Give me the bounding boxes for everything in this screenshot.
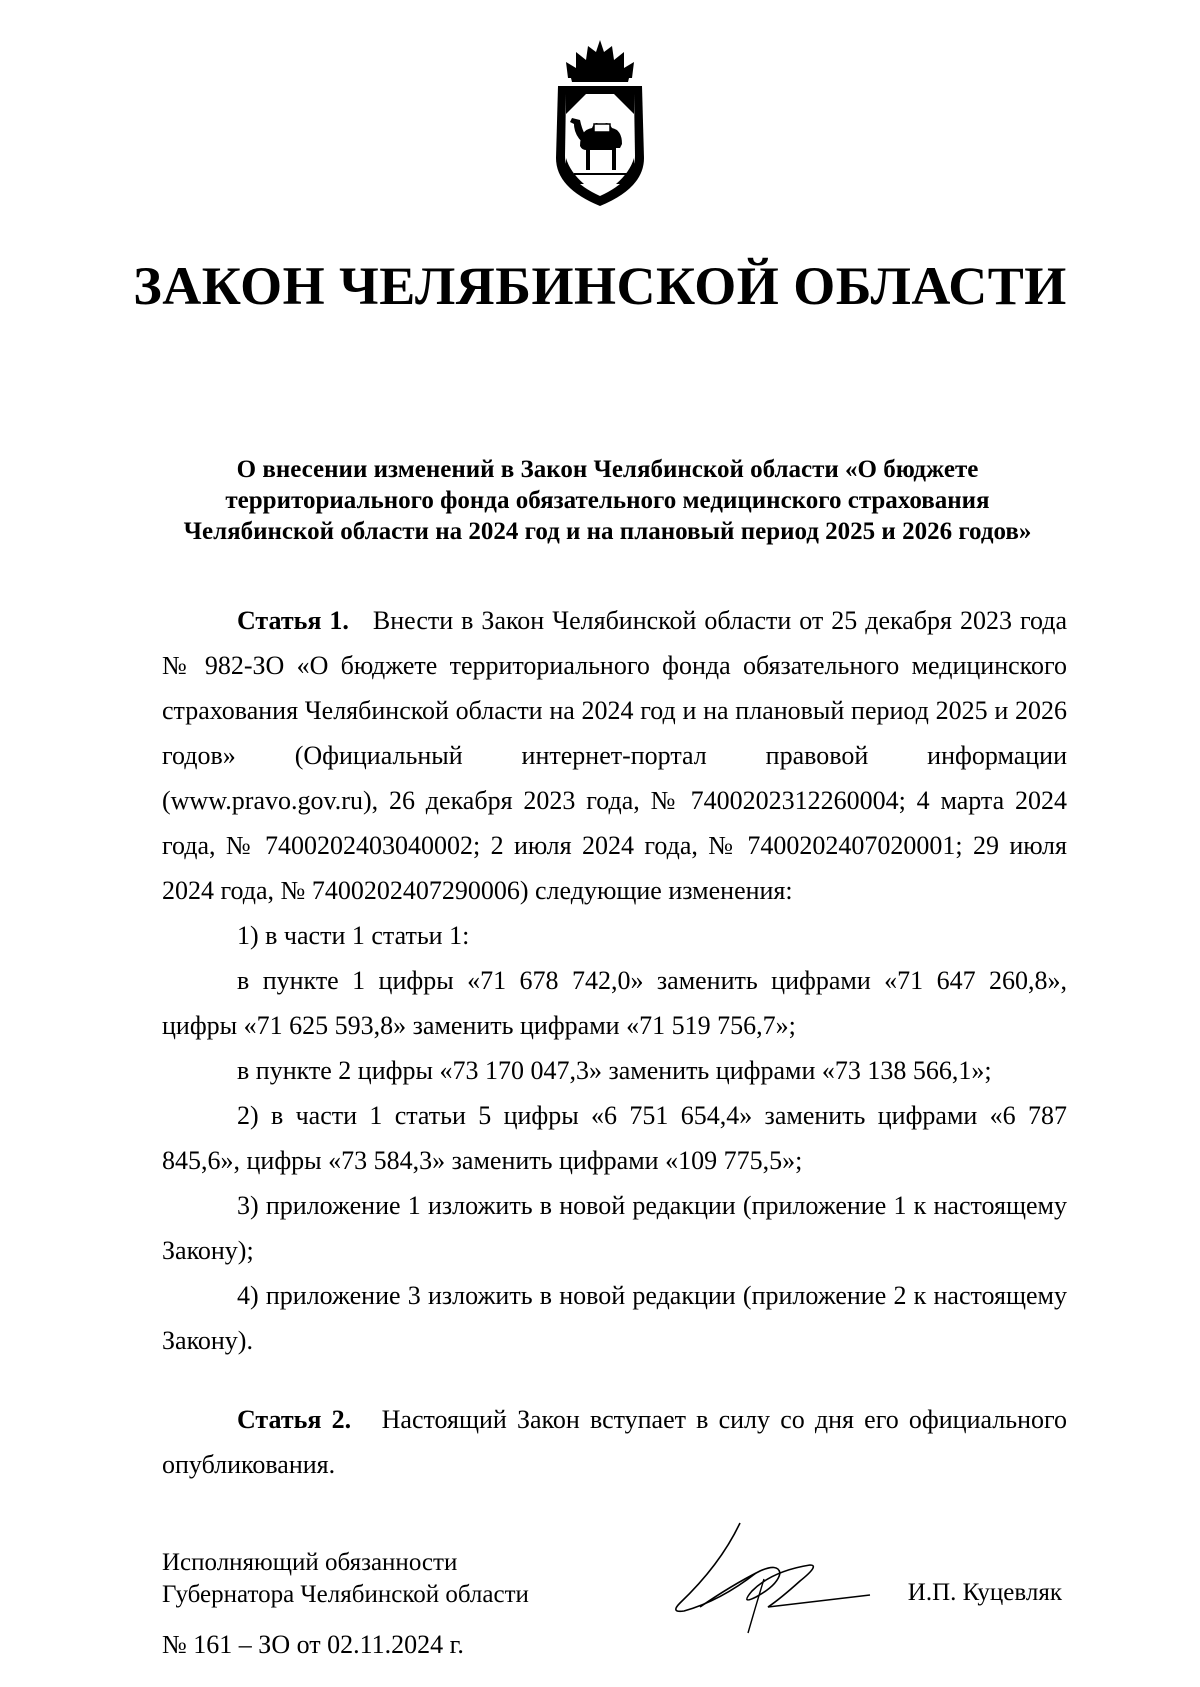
coat-of-arms-icon	[540, 38, 660, 210]
article-2-label: Статья 2.	[237, 1405, 352, 1434]
subject-line: Челябинской области на 2024 год и на плановый период 2025 и 2026 годов»	[183, 518, 1032, 545]
article-1-item: в пункте 2 цифры «73 170 047,3» заменить цифрами «73 138 566,1»;	[237, 1056, 992, 1085]
article-1-item: 3) приложение 1 изложить в новой редакции (приложение 1 к настоящему Закону);	[162, 1191, 1067, 1265]
article-2-text: Настоящий Закон вступает в силу со дня его официального опубликования.	[162, 1405, 1068, 1479]
article-1-item: 1) в части 1 статьи 1:	[237, 921, 470, 950]
subject-line: О внесении изменений в Закон Челябинской области «О бюджете	[236, 456, 979, 483]
law-number-date: № 161 – ЗО от 02.11.2024 г.	[162, 1630, 464, 1659]
article-1-item: 4) приложение 3 изложить в новой редакции (приложение 2 к настоящему Закону).	[162, 1281, 1067, 1355]
law-body	[162, 598, 1067, 1487]
signer-position-line: Губернатора Челябинской области	[162, 1581, 529, 1608]
handwritten-signature	[660, 1515, 880, 1635]
signer-position	[162, 1547, 529, 1611]
article-2	[162, 1397, 1067, 1487]
signer-position-line: Исполняющий обязанности	[162, 1549, 458, 1576]
article-1-item: 2) в части 1 статьи 5 цифры «6 751 654,4» заменить цифрами «6 787 845,6», цифры «73 584,3» заменить цифрами «109 775,5»;	[162, 1101, 1067, 1175]
subject-line: территориального фонда обязательного медицинского страхования	[225, 487, 990, 514]
signer-name: И.П. Куцевляк	[907, 1579, 1062, 1606]
article-1-label: Статья 1.	[237, 606, 349, 635]
article-1-text: Внести в Закон Челябинской области от 25 декабря 2023 года № 982-ЗО «О бюджете территориального фонда обязательного медицинского страхования Челябинской области на 2024 год и на плановый период 2025 и 2026 годов» (Официальный интернет-портал правовой информации (www.pravo.gov.ru), 26 декабря 2023 года, № 7400202312260004; 4 марта 2024 года, № 7400202403040002; 2 июля 2024 года, № 7400202407020001; 29 июля 2024 года, № 7400202407290006) следующие изменения:	[162, 606, 1068, 905]
law-subject	[150, 454, 1065, 547]
article-1-item: в пункте 1 цифры «71 678 742,0» заменить цифрами «71 647 260,8», цифры «71 625 593,8» заменить цифрами «71 519 756,7»;	[162, 966, 1067, 1040]
article-1-intro	[162, 598, 1067, 913]
law-title: ЗАКОН ЧЕЛЯБИНСКОЙ ОБЛАСТИ	[133, 256, 1067, 316]
